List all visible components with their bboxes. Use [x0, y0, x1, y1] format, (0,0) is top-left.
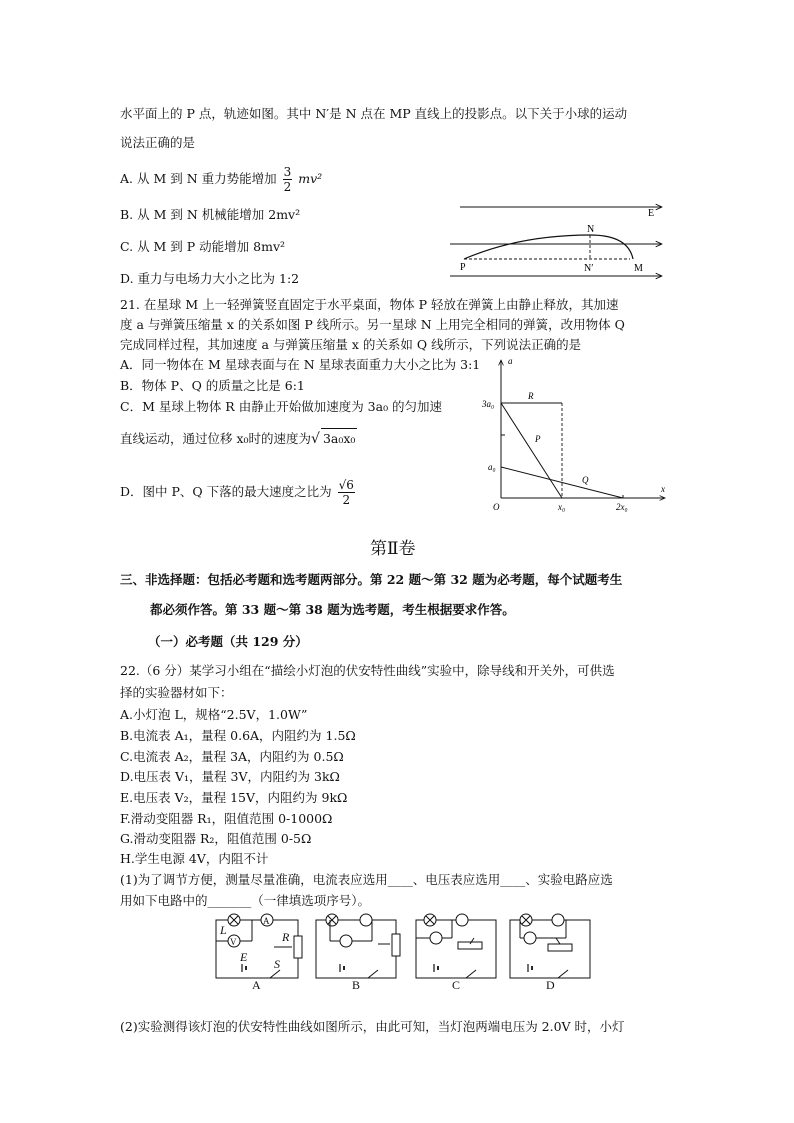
label-x0: x₀ — [558, 502, 566, 512]
circuit-label-C: C — [452, 978, 461, 992]
q20-option-a-fraction — [283, 165, 293, 194]
q20-trajectory-figure — [450, 195, 690, 280]
q21-option-d-fraction — [338, 478, 355, 507]
q21-line2: 度 a 与弹簧压缩量 x 的关系如图 P 线所示。另一星球 N 上用完全相同的弹簧，改用物体 Q — [120, 317, 625, 332]
label-M: M — [634, 263, 643, 274]
q22-line2: 择的实验器材如下： — [120, 685, 233, 700]
part3-line1: 三、非选择题：包括必考题和选考题两部分。第 22 题～第 32 题为必考题，每个试题考生 — [120, 572, 623, 587]
label-3a0: 3a₀ — [482, 399, 495, 409]
q22-item-a: A.小灯泡 L，规格“2.5V，1.0W” — [120, 707, 308, 722]
label-O: O — [493, 502, 500, 512]
q21-option-a: A．同一物体在 M 星球表面与在 N 星球表面重力大小之比为 3:1 — [120, 357, 481, 372]
label-a: a — [508, 356, 513, 366]
label-Q: Q — [582, 475, 589, 485]
fraction-denominator: 2 — [342, 493, 351, 507]
lamp-L-symbol: L — [220, 923, 227, 937]
label-N-prime: N′ — [584, 263, 594, 274]
q20-option-b: B. 从 M 到 N 机械能增加 2mv² — [120, 207, 301, 222]
voltmeter-A-symbol: V — [230, 937, 237, 947]
q21-option-c-sqrt: 3a₀x₀ — [321, 428, 357, 449]
label-a0: a₀ — [488, 462, 496, 472]
q22-item-f: F.滑动变阻器 R₁，阻值范围 0-1000Ω — [120, 811, 333, 826]
q22-item-e: E.电压表 V₂，量程 15V，内阻约为 9kΩ — [120, 790, 348, 805]
q22-item-d: D.电压表 V₁，量程 3V，内阻约为 3kΩ — [120, 769, 340, 784]
circuit-B — [316, 914, 400, 978]
source-E-symbol: E — [240, 950, 248, 964]
line-P — [501, 403, 562, 498]
circuit-label-B: B — [352, 978, 361, 992]
q20-option-c: C. 从 M 到 P 动能增加 8mv² — [120, 239, 286, 254]
q21-line1: 21. 在星球 M 上一轻弹簧竖直固定于水平桌面，物体 P 轻放在弹簧上由静止释放，其加速 — [120, 297, 619, 312]
circuit-A — [216, 914, 302, 978]
q22-part2-line1: (2)实验测得该灯泡的伏安特性曲线如图所示，由此可知，当灯泡两端电压为 2.0V 时，小灯 — [120, 1019, 625, 1034]
part3-subheading: （一）必考题（共 129 分） — [148, 634, 308, 649]
q22-item-g: G.滑动变阻器 R₂，阻值范围 0-5Ω — [120, 831, 312, 846]
q22-part1-line2: 用如下电路中的_______（一律填选项序号）。 — [120, 893, 371, 908]
part3-line2: 都必须作答。第 33 题～第 38 题为选考题，考生根据要求作答。 — [150, 602, 515, 617]
fraction-denominator: 2 — [283, 180, 292, 194]
rheostat-R-symbol: R — [282, 930, 290, 944]
circuit-C — [416, 914, 496, 978]
q21-option-c-prefix: 直线运动，通过位移 x₀时的速度为 — [120, 431, 312, 446]
label-P: P — [460, 262, 466, 273]
label-N: N — [587, 224, 595, 235]
label-E: E — [648, 208, 655, 219]
circuit-D — [510, 914, 590, 978]
label-R: R — [528, 391, 534, 401]
q20-option-a-prefix: A. 从 M 到 N 重力势能增加 — [120, 171, 277, 186]
q21-option-b: B．物体 P、Q 的质量之比是 6:1 — [120, 378, 305, 393]
q22-item-h: H.学生电源 4V，内阻不计 — [120, 851, 269, 866]
q20-option-a — [120, 165, 322, 194]
q22-part1-line1: (1)为了调节方便，测量尽量准确，电流表应选用____、电压表应选用____、实验电路应选 — [120, 872, 613, 887]
q21-option-c-line2: 直线运动，通过位移 x₀时的速度为√ 3a₀x₀ — [120, 428, 357, 449]
q20-intro-line2: 说法正确的是 — [120, 135, 196, 150]
trajectory-curve — [464, 235, 633, 259]
label-2x0: 2x₀ — [616, 502, 628, 512]
circuit-label-A: A — [252, 978, 261, 992]
q21-line3: 完成同样过程，其加速度 a 与弹簧压缩量 x 的关系如 Q 线所示，下列说法正确的是 — [120, 337, 582, 352]
q20-intro-line1: 水平面上的 P 点，轨迹如图。其中 N′是 N 点在 MP 直线上的投影点。以下关于小球的运动 — [120, 106, 628, 121]
section-title: 第Ⅱ卷 — [370, 539, 416, 559]
label-P: P — [535, 434, 541, 444]
ammeter-A-symbol: A — [263, 916, 270, 926]
q22-circuit-diagrams — [212, 908, 590, 990]
circuit-label-D: D — [546, 978, 555, 992]
q22-line1: 22.（6 分）某学习小组在“描绘小灯泡的伏安特性曲线”实验中，除导线和开关外，可供选 — [120, 663, 615, 678]
q20-option-a-suffix: mv² — [298, 171, 323, 186]
q21-option-d — [120, 478, 357, 507]
q20-option-d: D. 重力与电场力大小之比为 1:2 — [120, 271, 300, 286]
switch-S-symbol: S — [274, 957, 280, 971]
label-x: x — [661, 484, 665, 494]
q22-item-b: B.电流表 A₁，量程 0.6A，内阻约为 1.5Ω — [120, 728, 356, 743]
q21-acceleration-graph — [480, 355, 670, 515]
q21-option-c-line1: C．M 星球上物体 R 由静止开始做加速度为 3a₀ 的匀加速 — [120, 399, 443, 414]
fraction-numerator: √6 — [338, 478, 354, 492]
q22-item-c: C.电流表 A₂，量程 3A，内阻约为 0.5Ω — [120, 749, 344, 764]
fraction-numerator: 3 — [283, 165, 292, 179]
q21-option-d-prefix: D．图中 P、Q 下落的最大速度之比为 — [120, 484, 332, 499]
